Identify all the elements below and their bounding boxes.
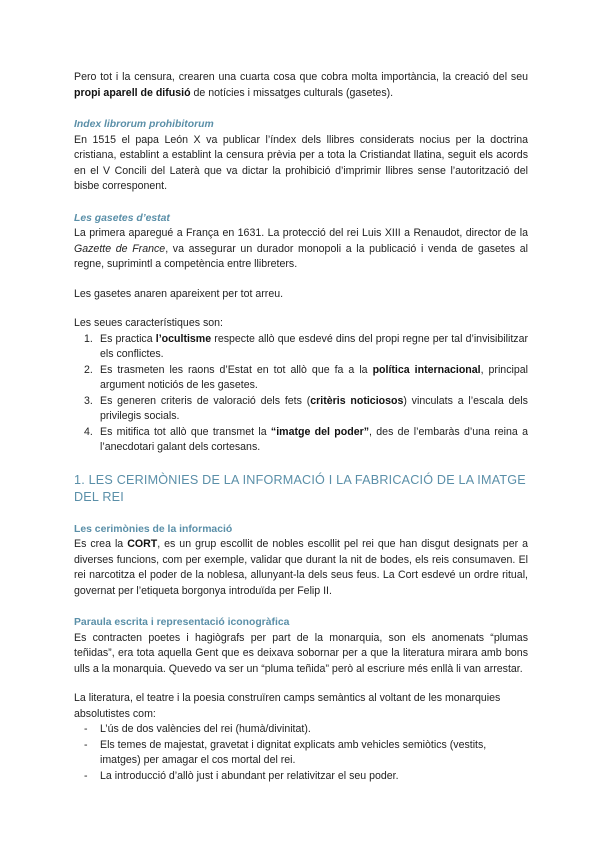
paraula-heading: Paraula escrita i representació iconogràfica	[74, 617, 290, 628]
list-item: 3. Es generen criteris de valoració dels fets (critèris noticiosos) vinculats a l’escala dels privilegis socials.	[84, 394, 528, 422]
gasetes-paragraph-1: La primera aparegué a França en 1631. La protecció del rei Luis XIII a Renaudot, director de la Gazette de France, va assegurar un durador monopoli a la publicació i venda de gasetes al regne, suprimintl a competència entre llibreters.	[74, 227, 528, 270]
list-item: - La introducció d’allò just i abundant per relativitzar el seu poder.	[84, 769, 399, 782]
page-content	[74, 70, 528, 784]
ceremonies-paragraph: Es crea la CORT, es un grup escollit de nobles escollit pel rei que han disgut designats per a diverses funcions, com per exemple, validar que durant la nit de bodes, els reis consumaven. El rei narcotitza el poder de la noblesa, allunyant-la dels seus feus. La Cort esdevé un ordre ritual, governat per l’etiqueta borgonya introduïda per Felip II.	[74, 538, 528, 597]
paraula-paragraph-1: Es contracten poetes i hagiògrafs per part de la monarquia, son els anomenats “plumas teñidas”, era tota aquella Gent que es deixava sobornar per a que la literatura mirara amb bons ulls a la monarquia. Quevedo va ser un “pluma teñida” però al escriure més enllà li van arrestar.	[74, 631, 528, 675]
section-1-title: 1. LES CERIMÒNIES DE LA INFORMACIÓ I LA FABRICACIÓ DE LA IMATGE DEL REI	[74, 472, 526, 504]
ceremonies-heading: Les cerimònies de la informació	[74, 523, 233, 535]
intro-paragraph: Pero tot i la censura, crearen una cuarta cosa que cobra molta importància, la creació del seu propi aparell de difusió de notícies i missatges culturals (gasetes).	[74, 71, 528, 99]
semantic-fields-list	[74, 722, 528, 784]
gasetes-paragraph-3: Les seues característiques son:	[74, 317, 223, 329]
list-item: 2. Es trasmeten les raons d’Estat en tot allò que fa a la política internacional, principal argument noticiós de les gasetes.	[84, 363, 528, 391]
gasetes-paragraph-2: Les gasetes anaren apareixent per tot arreu.	[74, 287, 284, 300]
index-heading: Index librorum prohibitorum	[74, 119, 214, 130]
list-item: 4. Es mitifica tot allò que transmet la “imatge del poder”, des de l’embaràs d’una reina a l’anecdotari galant dels cortesans.	[84, 425, 529, 453]
index-paragraph: En 1515 el papa León X va publicar l’índex dels llibres considerats nocius per la doctrina cristiana, establint a establint la censura prèvia per a tota la Cristiandat llatina, seguit els acords en el V Concili del Laterà que va dictar la prohibició d’imprimir llibres sense l’autorització del bisbe corresponent.	[74, 133, 528, 192]
gasetes-heading: Les gasetes d’estat	[74, 212, 170, 224]
list-item: 1. Es practica l’ocultisme respecte allò que esdevé dins del propi regne per tal d’invisibilitzar els conflictes.	[84, 332, 528, 360]
characteristics-list	[74, 332, 528, 456]
paraula-paragraph-2: La literatura, el teatre i la poesia construïren camps semàntics al voltant de les monarquies absolutistes com:	[74, 692, 501, 720]
list-item: - L’ús de dos valències del rei (humà/divinitat).	[84, 723, 311, 735]
list-item: - Els temes de majestat, gravetat i dignitat explicats amb vehicles semiòtics (vestits, imatges) per amagar el cos mortal del rei.	[84, 738, 487, 766]
